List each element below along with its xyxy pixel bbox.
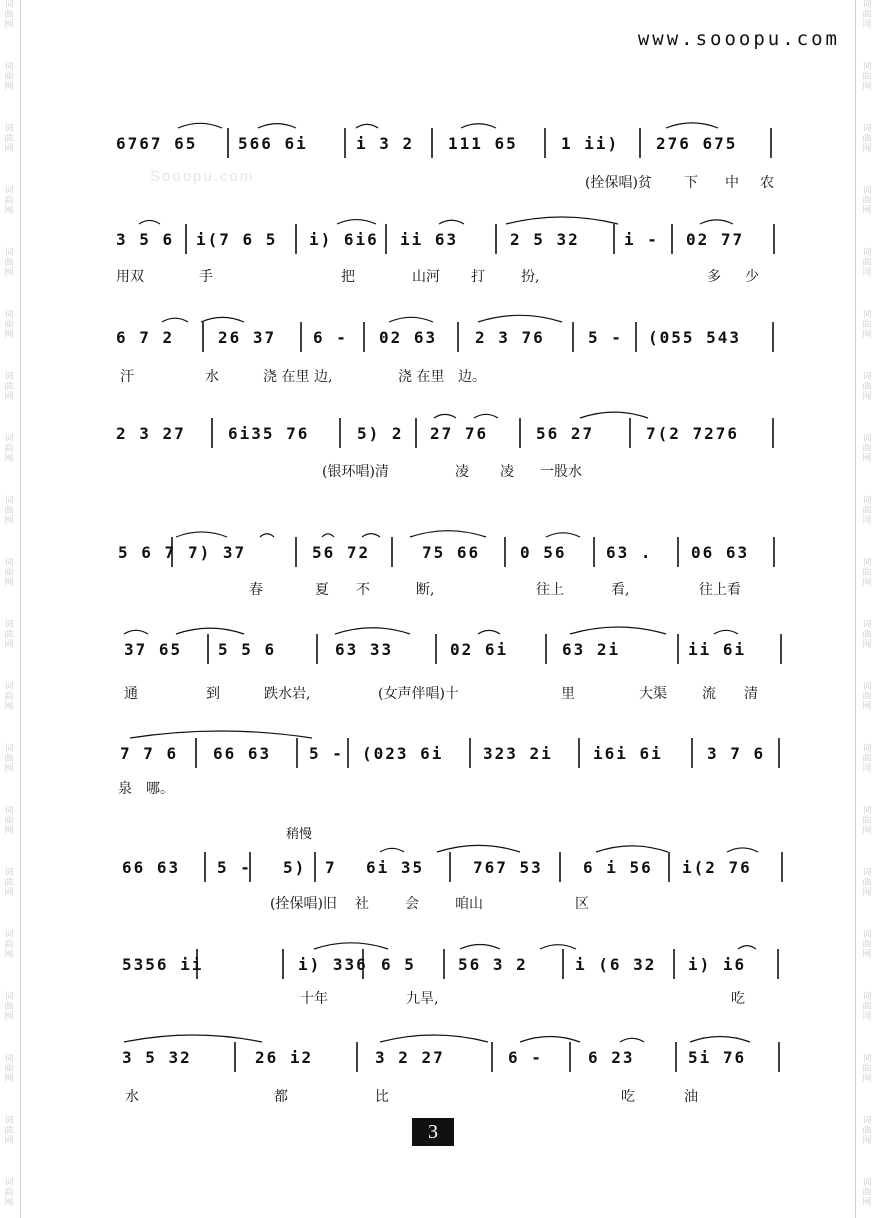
lyric-text: 边,	[314, 369, 333, 385]
note-group: 02 63	[379, 328, 438, 347]
note-group: 06 63	[691, 543, 750, 562]
lyric-text: 农	[760, 175, 774, 191]
lyric-text: 浇 在里	[398, 369, 445, 385]
lyric-text: 流	[702, 686, 716, 702]
note-group: 6 -	[508, 1048, 543, 1067]
lyric-text: 边。	[458, 369, 486, 385]
watermark-glyph-group: 词 曲 网	[4, 248, 14, 278]
note-group: 5 -	[309, 744, 344, 763]
lyric-text: 水	[205, 369, 219, 385]
watermark-glyph-group: 词 曲 网	[4, 62, 14, 92]
watermark-glyph-group: 词 曲 网	[862, 62, 872, 92]
watermark-glyph-group: 词 曲 网	[862, 1054, 872, 1084]
note-group: 7(2 7276	[646, 424, 740, 443]
note-group: 6 5	[381, 955, 416, 974]
watermark-glyph-group: 词 曲 网	[4, 496, 14, 526]
lyric-text: 夏	[315, 582, 329, 598]
note-group: 63 33	[335, 640, 394, 659]
lyric-text: (银环唱)清	[322, 464, 389, 480]
lyric-text: 吃	[731, 991, 745, 1007]
watermark-glyph-group: 词 曲 网	[862, 558, 872, 588]
lyric-text: 泉	[118, 781, 132, 797]
lyric-text: 十年	[300, 991, 328, 1007]
lyric-text: 山河	[412, 269, 440, 285]
lyric-text: 跌水岩,	[264, 686, 311, 702]
lyric-text: 通	[124, 686, 138, 702]
watermark-glyph-group: 词 曲 网	[862, 186, 872, 216]
note-group: 566 6i	[238, 134, 308, 153]
watermark-glyph-group: 词 曲 网	[862, 806, 872, 836]
note-group: 02 6i	[450, 640, 509, 659]
lyric-text: 打	[471, 269, 485, 285]
note-group: ii 63	[400, 230, 459, 249]
note-group: 1 ii)	[561, 134, 620, 153]
note-group: 5)	[283, 858, 307, 877]
note-group: 3 5 6	[116, 230, 175, 249]
note-group: 5 -	[217, 858, 252, 877]
watermark-glyph-group: 词 曲 网	[862, 310, 872, 340]
lyric-text: 社	[355, 896, 369, 912]
note-group: i(2 76	[682, 858, 752, 877]
lyric-text: 一股水	[540, 464, 582, 480]
watermark-glyph-group: 词 曲 网	[862, 992, 872, 1022]
note-group: 56 3 2	[458, 955, 528, 974]
note-group: 2 5 32	[510, 230, 580, 249]
note-group: 7	[325, 858, 337, 877]
note-group: 2 3 76	[475, 328, 545, 347]
slur-arc	[620, 1038, 644, 1042]
watermark-glyph-group: 词 曲 网	[4, 992, 14, 1022]
watermark-glyph-group: 词 曲 网	[4, 930, 14, 960]
note-group: 56 27	[536, 424, 595, 443]
lyric-text: 清	[744, 686, 758, 702]
lyric-text: 把	[341, 269, 355, 285]
note-group: 3 5 32	[122, 1048, 192, 1067]
note-group: 37 65	[124, 640, 183, 659]
faint-watermark: Sooopu.com	[150, 168, 255, 185]
watermark-glyph-group: 词 曲 网	[4, 0, 14, 30]
note-group: i(7 6 5	[196, 230, 278, 249]
lyric-text: 里	[561, 686, 575, 702]
watermark-glyph-group: 词 曲 网	[4, 868, 14, 898]
note-group: i -	[624, 230, 659, 249]
watermark-glyph-group: 词 曲 网	[4, 806, 14, 836]
watermark-glyph-group: 词 曲 网	[4, 1178, 14, 1208]
watermark-glyph-group: 词 曲 网	[4, 310, 14, 340]
lyric-text: 中	[725, 175, 739, 191]
lyric-text: 下	[684, 175, 698, 191]
lyric-text: 凌	[500, 464, 514, 480]
watermark-glyph-group: 词 曲 网	[4, 124, 14, 154]
lyric-text: 不	[356, 582, 370, 598]
note-group: ii 6i	[688, 640, 747, 659]
lyric-text: 区	[575, 896, 589, 912]
note-group: 56 72	[312, 543, 371, 562]
note-group: 6 i 56	[583, 858, 653, 877]
lyric-text: 浇 在里	[263, 369, 310, 385]
lyric-text: 到	[206, 686, 220, 702]
watermark-glyph-group: 词 曲 网	[862, 930, 872, 960]
note-group: 6i 35	[366, 858, 425, 877]
page-number: 3	[412, 1118, 454, 1146]
note-group: 6 -	[313, 328, 348, 347]
lyric-text: 断,	[416, 582, 435, 598]
note-group: (023 6i	[362, 744, 444, 763]
lyric-text: 大渠	[639, 686, 667, 702]
watermark-glyph-group: 词 曲 网	[862, 248, 872, 278]
note-group: 66 63	[122, 858, 181, 877]
lyric-text: 往上	[536, 582, 564, 598]
note-group: 5 6 7	[118, 543, 177, 562]
lyric-text: 九旱,	[406, 991, 439, 1007]
slur-arc	[124, 1035, 262, 1042]
lyric-text: 都	[274, 1089, 288, 1105]
lyric-text: 往上看	[699, 582, 741, 598]
note-group: i 3 2	[356, 134, 415, 153]
watermark-glyph-group: 词 曲 网	[4, 744, 14, 774]
watermark-glyph-group: 词 曲 网	[4, 1054, 14, 1084]
note-group: 5) 2	[357, 424, 404, 443]
note-group: i6i 6i	[593, 744, 663, 763]
note-group: 26 i2	[255, 1048, 314, 1067]
note-group: 276 675	[656, 134, 738, 153]
note-group: 323 2i	[483, 744, 553, 763]
slur-arc	[690, 1037, 750, 1043]
watermark-glyph-group: 词 曲 网	[862, 434, 872, 464]
note-group: 5356 ii	[122, 955, 204, 974]
note-group: i) i6	[688, 955, 747, 974]
watermark-glyph-group: 词 曲 网	[862, 868, 872, 898]
site-url: www.sooopu.com	[637, 28, 840, 50]
note-group: 6 7 2	[116, 328, 175, 347]
note-group: i) 336	[298, 955, 368, 974]
note-group: 75 66	[422, 543, 481, 562]
note-group: 3 7 6	[707, 744, 766, 763]
note-group: 27 76	[430, 424, 489, 443]
note-group: 63 2i	[562, 640, 621, 659]
watermark-glyph-group: 词 曲 网	[862, 372, 872, 402]
note-group: 26 37	[218, 328, 277, 347]
note-group: (055 543	[648, 328, 742, 347]
slur-arc	[380, 1035, 488, 1042]
note-group: 5 5 6	[218, 640, 277, 659]
note-group: 02 77	[686, 230, 745, 249]
lyric-text: 少	[745, 269, 759, 285]
lyric-text: 凌	[455, 464, 469, 480]
watermark-glyph-group: 词 曲 网	[4, 1116, 14, 1146]
lyric-text: 多	[707, 269, 721, 285]
watermark-glyph-group: 词 曲 网	[862, 620, 872, 650]
lyric-text: (女声伴唱)十	[378, 686, 459, 702]
watermark-glyph-group: 词 曲 网	[4, 186, 14, 216]
note-group: 767 53	[473, 858, 543, 877]
watermark-glyph-group: 词 曲 网	[4, 682, 14, 712]
watermark-glyph-group: 词 曲 网	[862, 0, 872, 30]
tempo-mark: 稍慢	[286, 827, 313, 842]
lyric-text: 汗	[120, 369, 134, 385]
lyric-text: 比	[375, 1089, 389, 1105]
lyric-text: 咱山	[455, 896, 483, 912]
lyric-text: (拴保唱)旧	[270, 896, 337, 912]
lyric-text: 用双	[116, 269, 144, 285]
note-group: 63 .	[606, 543, 653, 562]
watermark-glyph-group: 词 曲 网	[4, 620, 14, 650]
watermark-glyph-group: 词 曲 网	[862, 1116, 872, 1146]
watermark-glyph-group: 词 曲 网	[862, 1178, 872, 1208]
watermark-glyph-group: 词 曲 网	[862, 496, 872, 526]
note-group: 6767 65	[116, 134, 198, 153]
watermark-glyph-group: 词 曲 网	[862, 744, 872, 774]
note-group: i (6 32	[575, 955, 657, 974]
note-group: 5i 76	[688, 1048, 747, 1067]
note-group: 66 63	[213, 744, 272, 763]
lyric-text: 吃	[621, 1089, 635, 1105]
note-group: 111 65	[448, 134, 518, 153]
watermark-glyph-group: 词 曲 网	[862, 124, 872, 154]
watermark-glyph-group: 词 曲 网	[862, 682, 872, 712]
lyric-text: 扮,	[521, 269, 540, 285]
lyric-text: 水	[125, 1089, 139, 1105]
note-group: 3 2 27	[375, 1048, 445, 1067]
note-group: 7) 37	[188, 543, 247, 562]
lyric-text: 哪。	[146, 781, 174, 797]
note-group: 6 23	[588, 1048, 635, 1067]
note-group: 5 -	[588, 328, 623, 347]
lyric-text: 会	[405, 896, 419, 912]
lyric-text: 看,	[611, 582, 630, 598]
note-group: 6i35 76	[228, 424, 310, 443]
lyric-text: 春	[249, 582, 263, 598]
watermark-glyph-group: 词 曲 网	[4, 434, 14, 464]
lyric-text: 手	[199, 269, 213, 285]
lyric-text: (拴保唱)贫	[585, 175, 652, 191]
watermark-glyph-group: 词 曲 网	[4, 372, 14, 402]
note-group: i) 6i6	[309, 230, 379, 249]
note-group: 7 7 6	[120, 744, 179, 763]
watermark-glyph-group: 词 曲 网	[4, 558, 14, 588]
lyric-text: 油	[684, 1089, 698, 1105]
note-group: 0 56	[520, 543, 567, 562]
note-group: 2 3 27	[116, 424, 186, 443]
slur-arc	[520, 1037, 580, 1043]
